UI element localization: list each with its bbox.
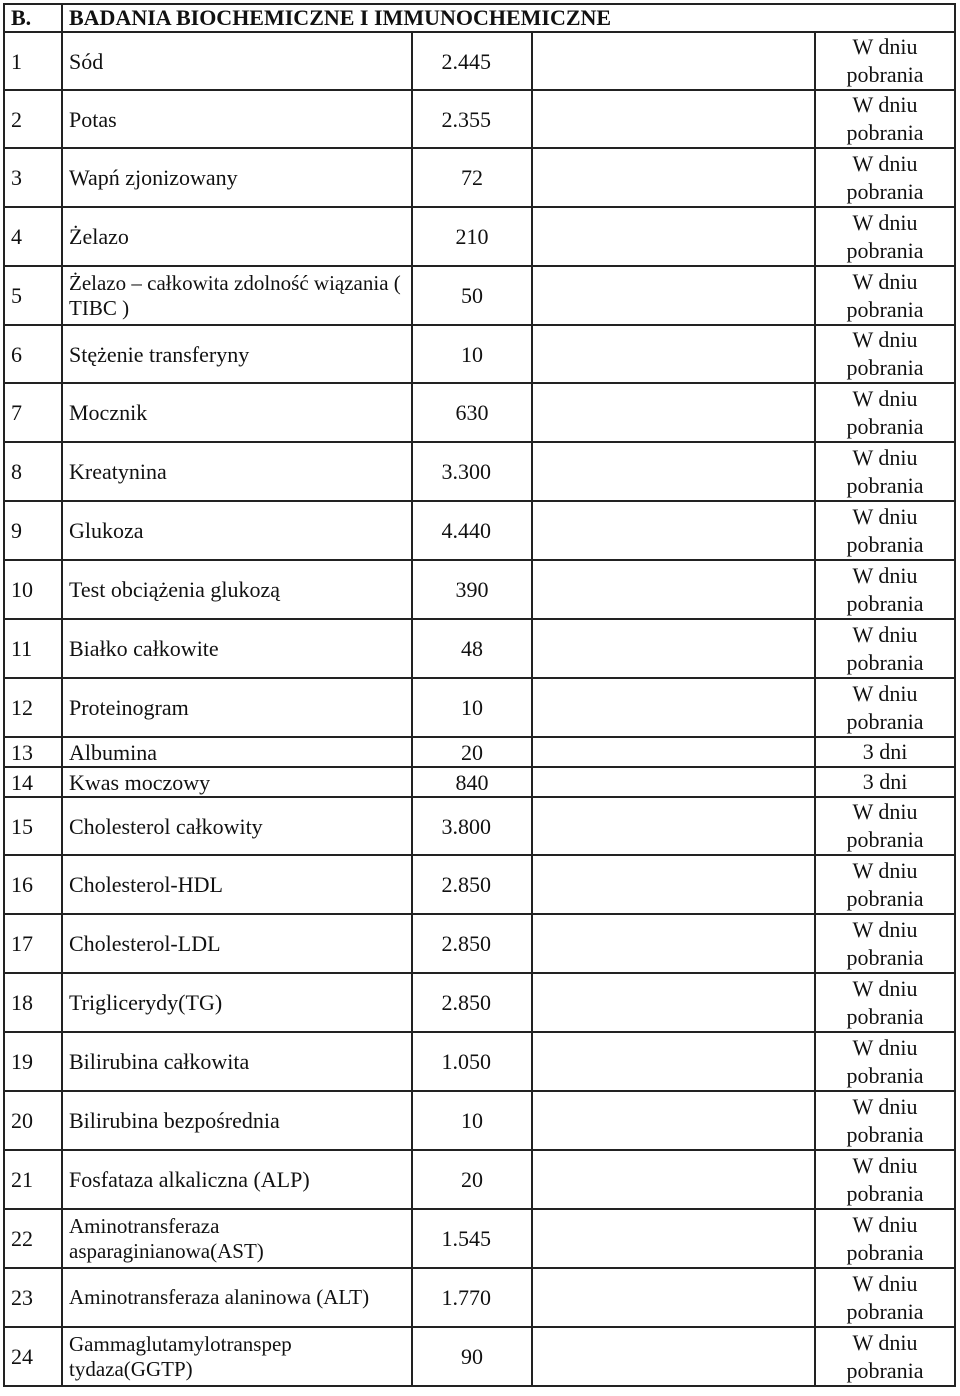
row-number: 9 — [4, 501, 62, 560]
test-value: 630 — [412, 383, 532, 442]
result-term: W dniu pobrania — [815, 1150, 955, 1209]
result-term: 3 dni — [815, 737, 955, 767]
result-term: W dniu pobrania — [815, 1209, 955, 1268]
empty-cell — [532, 973, 815, 1032]
table-row — [4, 207, 955, 266]
row-number: 20 — [4, 1091, 62, 1150]
table-row — [4, 855, 955, 914]
test-name: Kreatynina — [62, 442, 412, 501]
row-number: 5 — [4, 266, 62, 325]
table-row — [4, 767, 955, 797]
result-term: W dniu pobrania — [815, 560, 955, 619]
empty-cell — [532, 619, 815, 678]
test-name: Żelazo — [62, 207, 412, 266]
empty-cell — [532, 32, 815, 90]
result-term: W dniu pobrania — [815, 501, 955, 560]
row-number: 2 — [4, 90, 62, 148]
result-term: W dniu pobrania — [815, 1091, 955, 1150]
test-name: Bilirubina całkowita — [62, 1032, 412, 1091]
test-name: Stężenie transferyny — [62, 325, 412, 383]
table-row — [4, 1268, 955, 1327]
empty-cell — [532, 1209, 815, 1268]
test-value: 50 — [412, 266, 532, 325]
result-term: W dniu pobrania — [815, 678, 955, 737]
table-row — [4, 1032, 955, 1091]
section-header-row — [4, 4, 955, 32]
empty-cell — [532, 1032, 815, 1091]
table-row — [4, 1327, 955, 1386]
table-row — [4, 32, 955, 90]
table-row — [4, 914, 955, 973]
section-title: BADANIA BIOCHEMICZNE I IMMUNOCHEMICZNE — [62, 4, 955, 32]
table-row — [4, 560, 955, 619]
test-value: 10 — [412, 325, 532, 383]
row-number: 22 — [4, 1209, 62, 1268]
result-term: W dniu pobrania — [815, 973, 955, 1032]
test-value: 72 — [412, 148, 532, 207]
test-value: 90 — [412, 1327, 532, 1386]
row-number: 13 — [4, 737, 62, 767]
empty-cell — [532, 148, 815, 207]
row-number: 12 — [4, 678, 62, 737]
test-value: 4.440 — [412, 501, 532, 560]
test-name: Żelazo – całkowita zdolność wiązania ( TIBC ) — [62, 266, 412, 325]
test-value: 390 — [412, 560, 532, 619]
result-term: W dniu pobrania — [815, 1032, 955, 1091]
table-row — [4, 619, 955, 678]
empty-cell — [532, 207, 815, 266]
section-letter: B. — [4, 4, 62, 32]
test-value: 2.445 — [412, 32, 532, 90]
empty-cell — [532, 678, 815, 737]
table-row — [4, 90, 955, 148]
table-row — [4, 1091, 955, 1150]
empty-cell — [532, 266, 815, 325]
row-number: 3 — [4, 148, 62, 207]
result-term: W dniu pobrania — [815, 914, 955, 973]
table-row — [4, 325, 955, 383]
empty-cell — [532, 855, 815, 914]
empty-cell — [532, 90, 815, 148]
test-value: 10 — [412, 678, 532, 737]
test-name: Cholesterol-LDL — [62, 914, 412, 973]
table-row — [4, 383, 955, 442]
test-name: Test obciążenia glukozą — [62, 560, 412, 619]
table-row — [4, 501, 955, 560]
table-row — [4, 797, 955, 855]
result-term: W dniu pobrania — [815, 266, 955, 325]
row-number: 23 — [4, 1268, 62, 1327]
row-number: 17 — [4, 914, 62, 973]
table-row — [4, 148, 955, 207]
test-name: Gammaglutamylotranspep tydaza(GGTP) — [62, 1327, 412, 1386]
test-name: Sód — [62, 32, 412, 90]
table-row — [4, 266, 955, 325]
result-term: W dniu pobrania — [815, 90, 955, 148]
test-name: Potas — [62, 90, 412, 148]
test-name: Aminotransferaza alaninowa (ALT) — [62, 1268, 412, 1327]
test-name: Cholesterol całkowity — [62, 797, 412, 855]
result-term: W dniu pobrania — [815, 383, 955, 442]
row-number: 1 — [4, 32, 62, 90]
row-number: 10 — [4, 560, 62, 619]
result-term: W dniu pobrania — [815, 32, 955, 90]
row-number: 24 — [4, 1327, 62, 1386]
result-term: W dniu pobrania — [815, 1327, 955, 1386]
row-number: 11 — [4, 619, 62, 678]
biochemistry-table — [3, 3, 956, 1387]
test-value: 2.850 — [412, 855, 532, 914]
test-value: 3.300 — [412, 442, 532, 501]
table-row — [4, 1150, 955, 1209]
result-term: W dniu pobrania — [815, 148, 955, 207]
row-number: 21 — [4, 1150, 62, 1209]
result-term: W dniu pobrania — [815, 855, 955, 914]
row-number: 8 — [4, 442, 62, 501]
result-term: 3 dni — [815, 767, 955, 797]
test-value: 840 — [412, 767, 532, 797]
test-value: 1.050 — [412, 1032, 532, 1091]
row-number: 18 — [4, 973, 62, 1032]
result-term: W dniu pobrania — [815, 442, 955, 501]
empty-cell — [532, 325, 815, 383]
result-term: W dniu pobrania — [815, 325, 955, 383]
test-name: Triglicerydy(TG) — [62, 973, 412, 1032]
empty-cell — [532, 1091, 815, 1150]
test-name: Białko całkowite — [62, 619, 412, 678]
test-name: Proteinogram — [62, 678, 412, 737]
test-name: Mocznik — [62, 383, 412, 442]
table-row — [4, 973, 955, 1032]
empty-cell — [532, 1268, 815, 1327]
test-name: Wapń zjonizowany — [62, 148, 412, 207]
empty-cell — [532, 737, 815, 767]
empty-cell — [532, 1327, 815, 1386]
test-value: 20 — [412, 737, 532, 767]
test-value: 1.545 — [412, 1209, 532, 1268]
test-value: 2.355 — [412, 90, 532, 148]
test-value: 48 — [412, 619, 532, 678]
empty-cell — [532, 797, 815, 855]
row-number: 6 — [4, 325, 62, 383]
row-number: 15 — [4, 797, 62, 855]
test-name: Aminotransferaza asparaginianowa(AST) — [62, 1209, 412, 1268]
test-name: Glukoza — [62, 501, 412, 560]
table-row — [4, 737, 955, 767]
test-value: 10 — [412, 1091, 532, 1150]
result-term: W dniu pobrania — [815, 797, 955, 855]
test-name: Kwas moczowy — [62, 767, 412, 797]
result-term: W dniu pobrania — [815, 207, 955, 266]
empty-cell — [532, 767, 815, 797]
test-value: 2.850 — [412, 914, 532, 973]
test-name: Bilirubina bezpośrednia — [62, 1091, 412, 1150]
row-number: 14 — [4, 767, 62, 797]
test-name: Cholesterol-HDL — [62, 855, 412, 914]
row-number: 7 — [4, 383, 62, 442]
empty-cell — [532, 560, 815, 619]
table-row — [4, 1209, 955, 1268]
test-value: 210 — [412, 207, 532, 266]
empty-cell — [532, 914, 815, 973]
result-term: W dniu pobrania — [815, 619, 955, 678]
empty-cell — [532, 501, 815, 560]
test-name: Albumina — [62, 737, 412, 767]
test-value: 20 — [412, 1150, 532, 1209]
test-value: 2.850 — [412, 973, 532, 1032]
row-number: 16 — [4, 855, 62, 914]
table-row — [4, 442, 955, 501]
test-value: 1.770 — [412, 1268, 532, 1327]
empty-cell — [532, 1150, 815, 1209]
row-number: 19 — [4, 1032, 62, 1091]
result-term: W dniu pobrania — [815, 1268, 955, 1327]
empty-cell — [532, 442, 815, 501]
table-row — [4, 678, 955, 737]
test-value: 3.800 — [412, 797, 532, 855]
empty-cell — [532, 383, 815, 442]
row-number: 4 — [4, 207, 62, 266]
test-name: Fosfataza alkaliczna (ALP) — [62, 1150, 412, 1209]
